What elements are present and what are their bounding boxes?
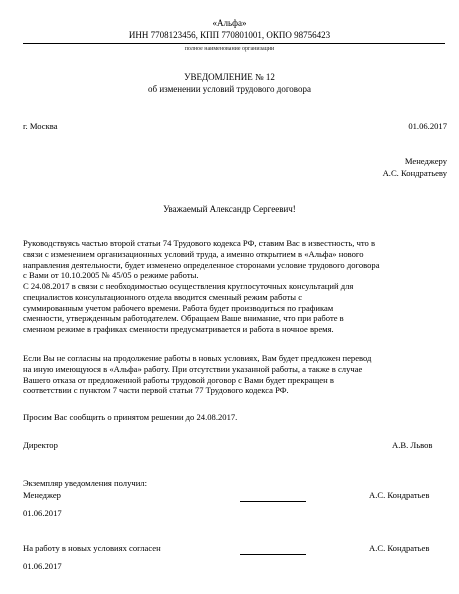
body-line: с Вами от 10.10.2005 № 45/05 о режиме работы. [23,270,199,281]
body-line: направления деятельности, будет изменено определенное сторонами условие трудового договора [23,259,380,270]
doc-city: г. Москва [23,121,58,131]
org-divider [23,43,445,44]
body-paragraph-1 [23,238,443,281]
body-line: Если Вы не согласны на продолжение работы в новых условиях, Вам будет предложен перевод [23,353,372,363]
doc-subtitle: об изменении условий трудового договора [148,84,311,94]
doc-title: УВЕДОМЛЕНИЕ № 12 [184,72,275,82]
body-line: Вашего отказа от предложенной работы трудовой договор с Вами будет прекращен в [23,374,334,385]
received-signature-line [240,501,306,502]
body-paragraph-4: Просим Вас сообщить о принятом решении до 24.08.2017. [23,412,238,422]
agreement-date: 01.06.2017 [23,561,62,571]
greeting: Уважаемый Александр Сергеевич! [163,204,296,214]
received-position: Менеджер [23,490,61,500]
body-line: специалистов консультационного отдела вводится сменный режим работы с [23,291,303,302]
director-name: А.В. Львов [392,440,433,450]
received-name: А.С. Кондратьев [369,490,430,500]
addressee-name: А.С. Кондратьеву [382,168,447,178]
agreement-label: На работу в новых условиях согласен [23,543,161,553]
director-label: Директор [23,440,58,450]
body-line: сменном режиме в графиках сменности предусматривается и работа в ночное время. [23,324,334,335]
body-paragraph-3 [23,353,443,396]
agreement-signature-line [240,554,306,555]
body-line: Руководствуясь частью второй статьи 74 Трудового кодекса РФ, ставим Вас в известность, что в [23,238,376,248]
org-caption: полное наименование организации [184,46,275,52]
addressee-position: Менеджеру [404,156,447,166]
body-paragraph-2 [23,281,443,335]
body-line: сменности, утвержденным работодателем. Обращаем Ваше внимание, что при работе в [23,313,344,324]
body-line: С 24.08.2017 в связи с необходимостью осуществления круглосуточных консультаций для [23,281,354,291]
org-name: «Альфа» [212,18,247,28]
body-line: связи с изменением организационных условий труда, а именно открытием в «Альфа» нового [23,248,364,259]
agreement-name: А.С. Кондратьев [369,543,430,553]
body-line: соответствии с пунктом 7 части первой статьи 77 Трудового кодекса РФ. [23,385,289,396]
body-line: суммированным учетом рабочего времени. Работа будет производиться по графикам [23,302,334,313]
body-line: на иную имеющуюся в «Альфа» работу. При отсутствии указанной работы, а также в случае [23,363,363,374]
received-date: 01.06.2017 [23,508,62,518]
org-codes: ИНН 7708123456, КПП 770801001, ОКПО 98756423 [128,30,331,40]
received-label: Экземпляр уведомления получил: [23,478,147,488]
doc-date: 01.06.2017 [408,121,447,131]
